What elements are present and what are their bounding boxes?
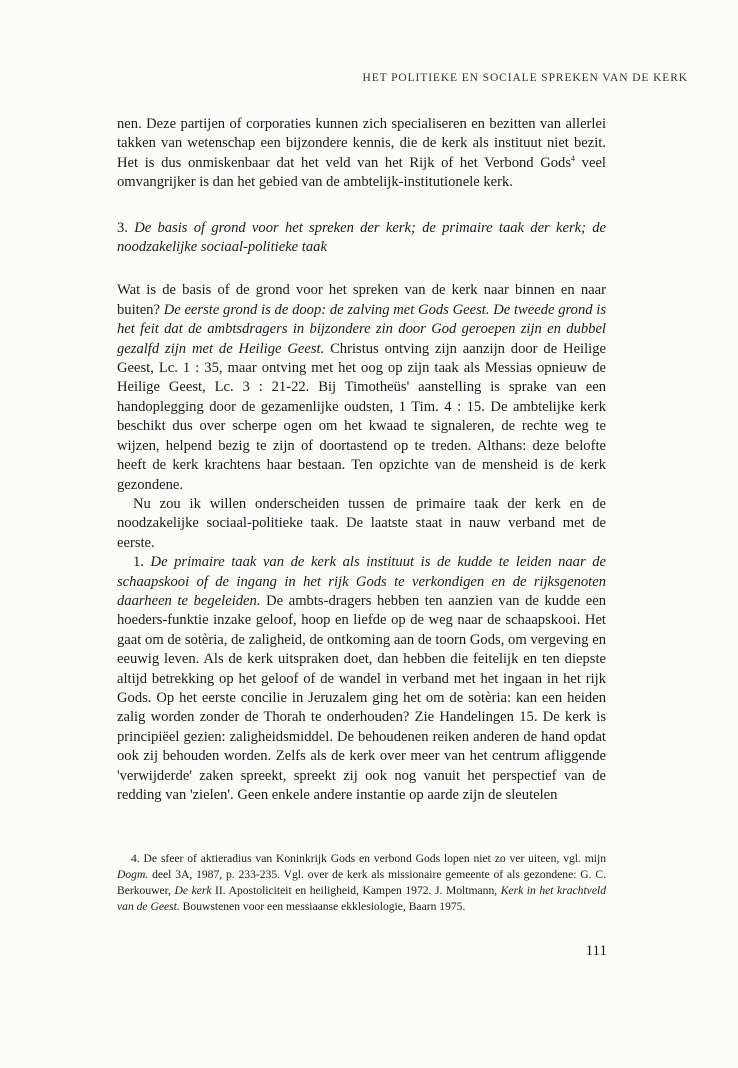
footnote-ref[interactable]: 4 (571, 153, 576, 163)
paragraph-continuation: nen. Deze partijen of corporaties kunnen zich specialiseren en bezitten van allerlei takken van wetenschap een bijzondere kennis, die de kerk als instituut niet bezit. Het is dus onmiskenbaar dat het veld van het Rijk of het Verbond Gods$^4$ veel omvangrijker is dan het gebied van de ambtelijk-institutionele kerk. (117, 116, 606, 191)
paragraph-primary-task: 1. De primaire taak van de kerk als instituut is de kudde te leiden naar de schaapskooi of de ingang in het rijk Gods te verkondigen en de rijksgenoten daarheen te begeleiden. De ambts-dragers hebben ten aanzien van de kudde een hoeders-funktie inzake geloof, hoop en liefde op de weg naar de schaapskooi. Het gaat om de sotèria, de zaligheid, de ontkoming aan de toorn Gods, om vergeving en eeuwig leven. Als de kerk uitspraken doet, dan hebben die feitelijk en ten diepste altijd betrekking op het geloof of de wandel in verband met het ingaan in het rijk Gods. Op het eerste concilie in Jeruzalem ging het om de sotèria: kan een heiden zalig worden zonder de Thorah te onderhouden? Zie Handelingen 15. De kerk is principiëel gezien: zaligheidsmiddel. De behoudenen reiken anderen de hand opdat ook zij behouden worden. Zelfs als de kerk over meer van het centrum afliggende 'verwijderde' zaken spreekt, spreekt zij ook nog vanuit het perspectief van de redding van 'zielen'. Geen enkele andere instantie op aarde zijn de sleutelen (117, 554, 607, 803)
footnotes (117, 851, 606, 915)
main-text (117, 115, 606, 805)
page-number: 111 (585, 943, 607, 959)
running-header: HET POLITIEKE EN SOCIALE SPREKEN VAN DE KERK (362, 72, 688, 84)
footnote-4: 4. De sfeer of aktieradius van Koninkrijk Gods en verbond Gods lopen niet zo ver uiteen, vgl. mijn Dogm. deel 3A, 1987, p. 233-235. Vgl. over de kerk als missionaire gemeente of als gezondene: G. C. Berkouwer, De kerk II. Apostoliciteit en heiligheid, Kampen 1972. J. Moltmann, Kerk in het krachtveld van de Geest. Bouwstenen voor een messiaanse ekklesiologie, Baarn 1975. (117, 852, 606, 913)
section-title: De basis of grond voor het spreken der kerk; de primaire taak der kerk; de noodzakelijke sociaal-politieke taak (117, 219, 606, 256)
paragraph-distinction: Nu zou ik willen onderscheiden tussen de primaire taak der kerk en de noodzakelijke sociaal-politieke taak. De laatste staat in nauw verband met de eerste. (117, 495, 606, 551)
section-number: 3. (117, 219, 135, 236)
section-heading (117, 219, 606, 258)
paragraph-basis: Wat is de basis of de grond voor het spreken van de kerk naar binnen en naar buiten? De eerste grond is de doop: de zalving met Gods Geest. De tweede grond is het feit dat de ambtsdragers in bijzondere zin door God geroepen zijn en dubbel gezalfd zijn met de Heilige Geest. Christus ontving zijn aanzijn door de Heilige Geest, Lc. 1 : 35, maar ontving met het oog op zijn taak als Messias opnieuw de Heilige Geest, Lc. 3 : 21-22. Bij Timotheüs' aanstelling is sprake van een handoplegging door de gezamenlijke oudsten, 1 Tim. 4 : 15. De ambtelijke kerk beschikt dus over scherpe ogen om het kwaad te signaleren, de rechte weg te wijzen, helpend bezig te zijn of doortastend op te treden. Althans: deze belofte heeft de kerk krachtens haar bestaan. Ten opzichte van de mensheid is de kerk gezondene. (117, 282, 607, 493)
